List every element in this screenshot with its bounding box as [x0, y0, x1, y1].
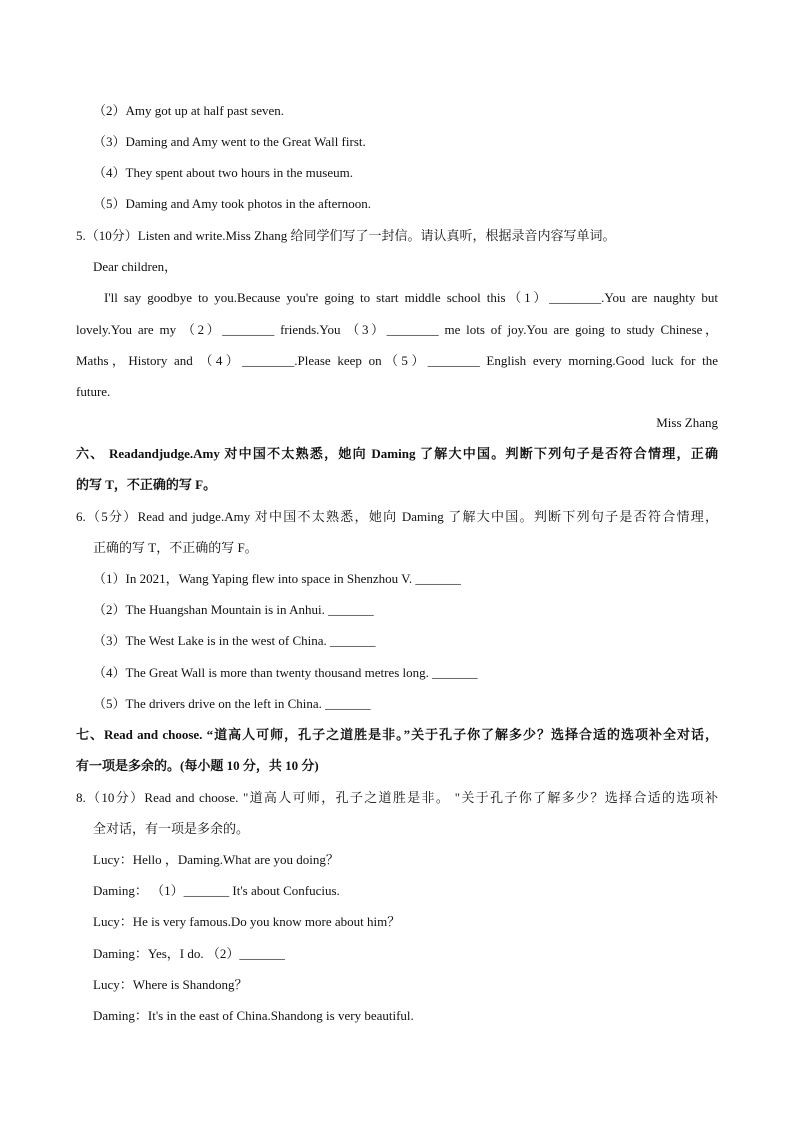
q8-dialogue-line-3: Lucy：He is very famous.Do you know more about him？ [93, 914, 401, 929]
q5-signature: Miss Zhang [656, 415, 718, 430]
q4-item-3: （3）Daming and Amy went to the Great Wall first. [93, 134, 366, 149]
section-7-heading-line-2: 有一项是多余的。(每小题 10 分，共 10 分) [76, 758, 319, 773]
q8-dialogue-line-2: Daming： （1）_______ It's about Confucius. [93, 883, 340, 898]
q6-title-line-1: 6.（5分）Read and judge.Amy 对中国不太熟悉，她向 Daming 了解大中国。判断下列句子是否符合情理， [76, 509, 718, 524]
q6-item-4: （4）The Great Wall is more than twenty thousand metres long. _______ [93, 665, 478, 680]
q6-item-2: （2）The Huangshan Mountain is in Anhui. _______ [93, 602, 374, 617]
q4-item-4: （4）They spent about two hours in the museum. [93, 165, 353, 180]
q8-dialogue-line-6: Daming：It's in the east of China.Shandong is very beautiful. [93, 1008, 414, 1023]
q5-salutation: Dear children， [93, 259, 178, 274]
section-6-heading-line-2: 的写 T，不正确的写 F。 [76, 477, 217, 492]
q8-dialogue-line-1: Lucy：Hello ，Daming.What are you doing？ [93, 852, 339, 867]
q5-letter-line-1: I'll say goodbye to you.Because you're going to start middle school this（1）________.You are naughty but [104, 290, 718, 305]
q5-letter-line-3: Maths，History and （4）________.Please keep on（5）________ English every morning.Good luck for the [76, 353, 718, 368]
section-6-heading-line-1: 六、 Readandjudge.Amy 对中国不太熟悉，她向 Daming 了解大中国。判断下列句子是否符合情理，正确 [76, 446, 718, 461]
q5-letter-line-2: lovely.You are my （2）________ friends.You （3）________ me lots of joy.You are going to study Chinese， [76, 322, 718, 337]
q8-dialogue-line-5: Lucy：Where is Shandong？ [93, 977, 248, 992]
q6-item-1: （1）In 2021，Wang Yaping flew into space in Shenzhou V. _______ [93, 571, 461, 586]
q6-item-3: （3）The West Lake is in the west of China. _______ [93, 633, 376, 648]
section-7-heading-line-1: 七、Read and choose. “道高人可师，孔子之道胜是非。”关于孔子你了解多少？选择合适的选项补全对话， [76, 727, 718, 742]
q5-letter-line-4: future. [76, 384, 111, 399]
q6-title-line-2: 正确的写 T，不正确的写 F。 [93, 540, 258, 555]
q4-item-2: （2）Amy got up at half past seven. [93, 103, 284, 118]
q8-dialogue-line-4: Daming：Yes，I do. （2）_______ [93, 946, 285, 961]
q8-title-line-2: 全对话，有一项是多余的。 [93, 821, 250, 836]
q8-title-line-1: 8.（10分）Read and choose. "道高人可师，孔子之道胜是非。 "关于孔子你了解多少？选择合适的选项补 [76, 790, 718, 805]
q4-item-5: （5）Daming and Amy took photos in the afternoon. [93, 196, 372, 211]
q6-item-5: （5）The drivers drive on the left in China. _______ [93, 696, 371, 711]
q5-title: 5.（10分）Listen and write.Miss Zhang 给同学们写了一封信。请认真听，根据录音内容写单词。 [76, 228, 616, 243]
